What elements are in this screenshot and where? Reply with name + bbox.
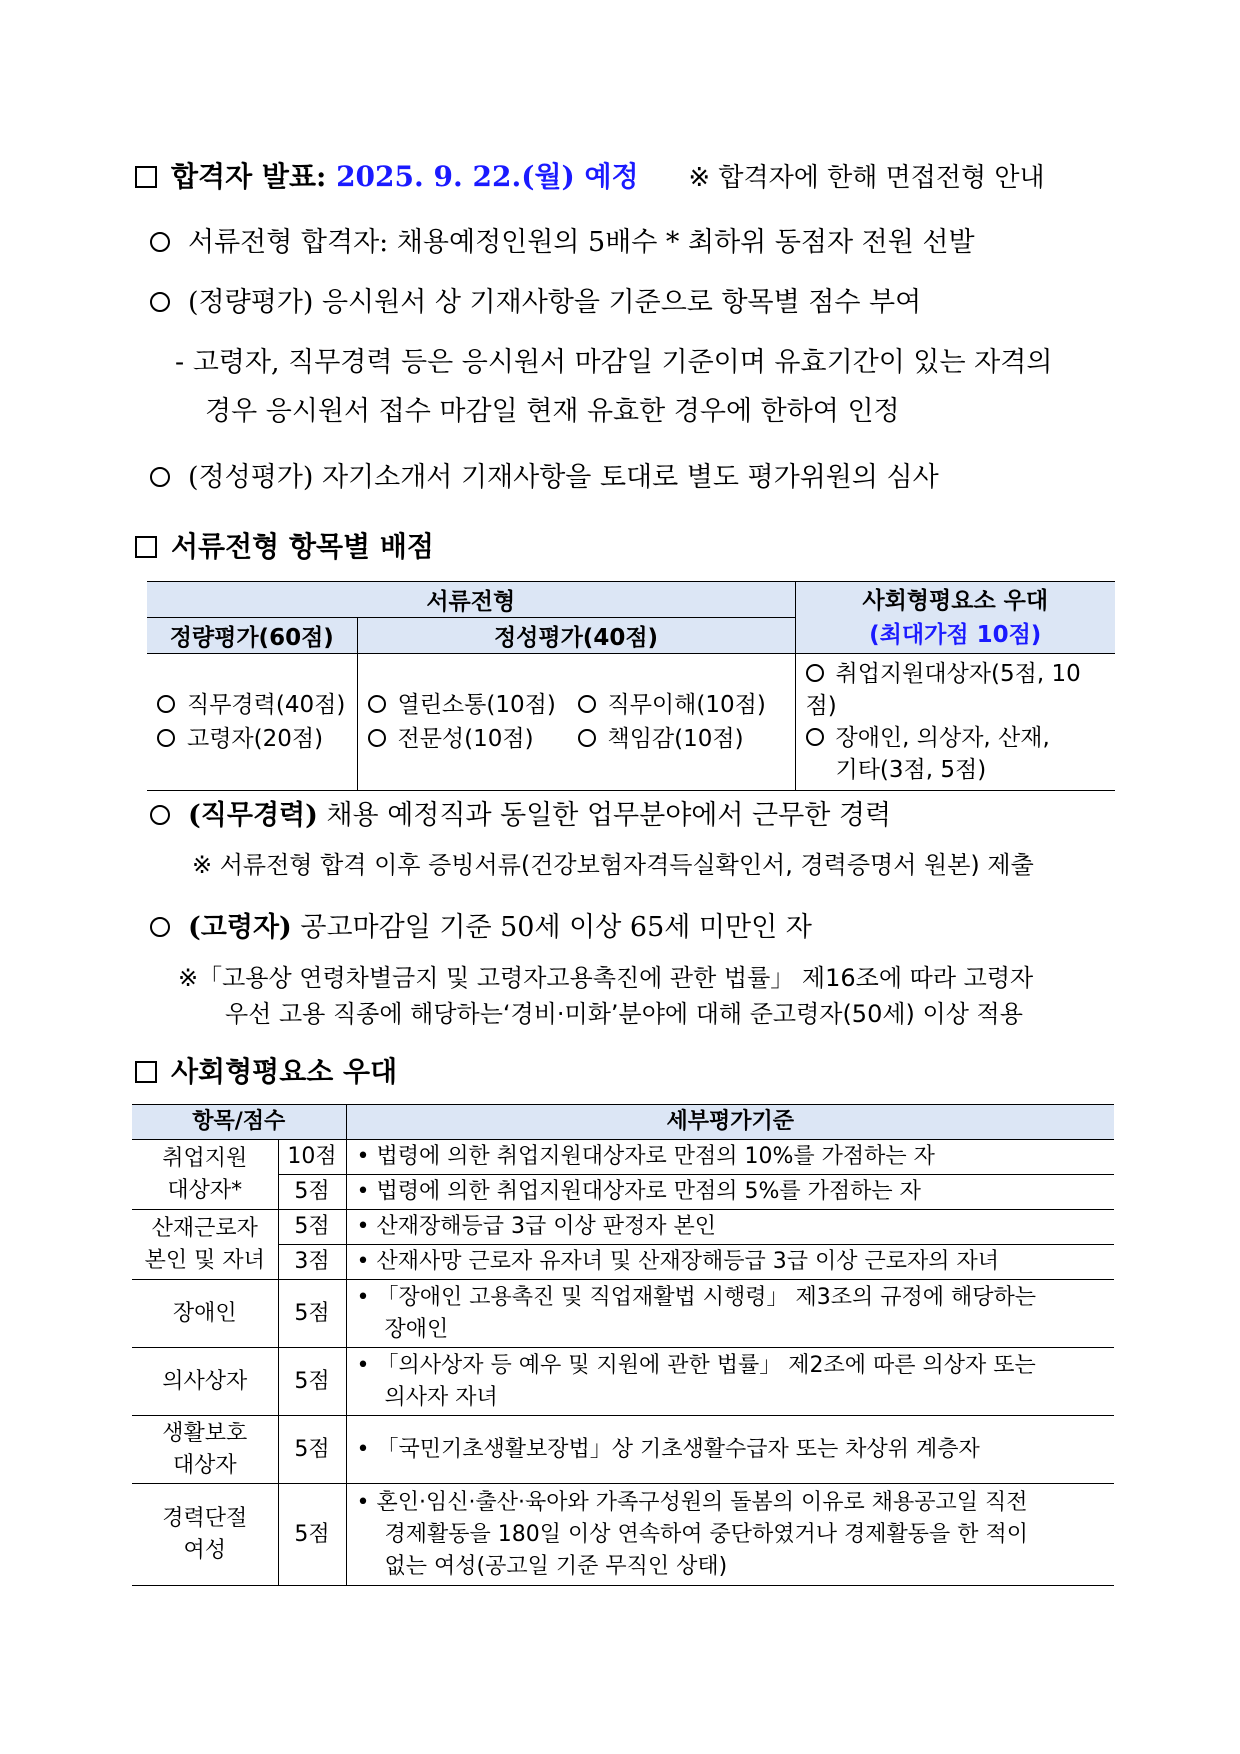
elderly-note-line2: 우선 고용 직종에 해당하는‘경비·미화’분야에 대해 준고령자(50세) 이상 적용 bbox=[225, 1000, 1023, 1028]
quantitative-note-line1: - 고령자, 직무경력 등은 응시원서 마감일 기준이며 유효기간이 있는 자격의 bbox=[175, 347, 1053, 378]
section-document-scoring-heading: 서류전형 항목별 배점 bbox=[135, 525, 434, 565]
header-quantitative: 정량평가(60점) bbox=[147, 618, 357, 654]
checkbox-square-icon bbox=[135, 166, 157, 188]
table-row bbox=[132, 1348, 1114, 1416]
checkbox-square-icon bbox=[135, 1061, 157, 1083]
table-row bbox=[132, 1175, 1114, 1210]
circle-bullet-icon bbox=[150, 232, 170, 252]
career-label: (직무경력) bbox=[188, 800, 318, 831]
bullet-document-passers: 서류전형 합격자: 채용예정인원의 5배수 * 최하위 동점자 전원 선발 bbox=[150, 220, 975, 259]
circle-icon bbox=[806, 728, 824, 746]
criteria-cell: • 「국민기초생활보장법」상 기초생활수급자 또는 차상위 계층자 bbox=[346, 1416, 1114, 1484]
circle-icon bbox=[368, 695, 386, 713]
table-row bbox=[132, 1484, 1114, 1586]
announcement-date: 2025. 9. 22.(월) 예정 bbox=[336, 160, 639, 193]
quantitative-note-line2: 경우 응시원서 접수 마감일 현재 유효한 경우에 한하여 인정 bbox=[205, 396, 900, 427]
criteria-cell: • 법령에 의한 취업지원대상자로 만점의 5%를 가점하는 자 bbox=[346, 1175, 1114, 1210]
quantitative-items: 직무경력(40점) 고령자(20점) bbox=[147, 654, 357, 791]
category-righteous-person: 의사상자 bbox=[132, 1348, 278, 1416]
points-cell: 5점 bbox=[278, 1280, 346, 1348]
circle-icon bbox=[578, 729, 596, 747]
career-text: 채용 예정직과 동일한 업무분야에서 근무한 경력 bbox=[317, 800, 892, 831]
circle-icon bbox=[157, 729, 175, 747]
points-cell: 3점 bbox=[278, 1245, 346, 1280]
category-disabled: 장애인 bbox=[132, 1280, 278, 1348]
career-note: ※ 서류전형 합격 이후 증빙서류(건강보험자격득실확인서, 경력증명서 원본) 제출 bbox=[192, 851, 1034, 879]
social-equity-items: 취업지원대상자(5점, 10점) 장애인, 의상자, 산재, 기타(3점, 5점) bbox=[795, 654, 1115, 791]
category-career-break-women: 경력단절 여성 bbox=[132, 1484, 278, 1586]
table-row bbox=[132, 1416, 1114, 1484]
points-cell: 5점 bbox=[278, 1484, 346, 1586]
table-row bbox=[132, 1245, 1114, 1280]
points-cell: 5점 bbox=[278, 1210, 346, 1245]
criteria-cell: • 법령에 의한 취업지원대상자로 만점의 10%를 가점하는 자 bbox=[346, 1140, 1114, 1175]
points-cell: 5점 bbox=[278, 1348, 346, 1416]
bullet-qualitative: (정성평가) 자기소개서 기재사항을 토대로 별도 평가위원의 심사 bbox=[150, 455, 939, 494]
header-social-equity: 사회형평요소 우대 (최대가점 10점) bbox=[795, 582, 1115, 654]
announcement-heading bbox=[135, 155, 1045, 195]
table-row bbox=[132, 1210, 1114, 1245]
criteria-cell: • 산재사망 근로자 유자녀 및 산재장해등급 3급 이상 근로자의 자녀 bbox=[346, 1245, 1114, 1280]
circle-bullet-icon bbox=[150, 805, 170, 825]
announcement-label: 합격자 발표: bbox=[171, 160, 337, 193]
criteria-cell: • 혼인·임신·출산·육아와 가족구성원의 돌봄의 이유로 채용공고일 직전 경제활동을 180일 이상 연속하여 중단하였거나 경제활동을 한 적이 없는 여성(공고일 기준 무직인 상태) bbox=[346, 1484, 1114, 1586]
bullet-quantitative: (정량평가) 응시원서 상 기재사항을 기준으로 항목별 점수 부여 bbox=[150, 280, 921, 319]
section-social-equity-heading: 사회형평요소 우대 bbox=[135, 1050, 397, 1090]
bullet-elderly bbox=[150, 905, 812, 944]
points-cell: 10점 bbox=[278, 1140, 346, 1175]
header-item-points: 항목/점수 bbox=[132, 1105, 346, 1140]
circle-icon bbox=[578, 695, 596, 713]
header-criteria: 세부평가기준 bbox=[346, 1105, 1114, 1140]
header-social-max-points: (최대가점 10점) bbox=[869, 621, 1042, 648]
checkbox-square-icon bbox=[135, 536, 157, 558]
circle-bullet-icon bbox=[150, 917, 170, 937]
elderly-note-line1: ※「고용상 연령차별금지 및 고령자고용촉진에 관한 법률」 제16조에 따라 고령자 bbox=[178, 964, 1034, 992]
elderly-text: 공고마감일 기준 50세 이상 65세 미만인 자 bbox=[291, 912, 812, 943]
header-qualitative: 정성평가(40점) bbox=[357, 618, 795, 654]
table-row bbox=[132, 1280, 1114, 1348]
circle-icon bbox=[157, 695, 175, 713]
announcement-note: ※ 합격자에 한해 면접전형 안내 bbox=[688, 163, 1045, 193]
bullet-career bbox=[150, 793, 891, 832]
criteria-cell: • 「의사상자 등 예우 및 지원에 관한 법률」 제2조에 따른 의상자 또는 의사자 자녀 bbox=[346, 1348, 1114, 1416]
criteria-cell: • 「장애인 고용촉진 및 직업재활법 시행령」 제3조의 규정에 해당하는 장애인 bbox=[346, 1280, 1114, 1348]
qualitative-items: 열린소통(10점) 직무이해(10점) 전문성(10점) 책임감(10점) bbox=[357, 654, 795, 791]
circle-icon bbox=[806, 664, 824, 682]
category-industrial-accident: 산재근로자 본인 및 자녀 bbox=[132, 1210, 278, 1280]
elderly-label: (고령자) bbox=[188, 912, 292, 943]
social-equity-table bbox=[132, 1104, 1114, 1586]
category-livelihood-support: 생활보호 대상자 bbox=[132, 1416, 278, 1484]
circle-bullet-icon bbox=[150, 467, 170, 487]
points-cell: 5점 bbox=[278, 1416, 346, 1484]
criteria-cell: • 산재장해등급 3급 이상 판정자 본인 bbox=[346, 1210, 1114, 1245]
table-row bbox=[132, 1140, 1114, 1175]
circle-bullet-icon bbox=[150, 292, 170, 312]
header-document-screening: 서류전형 bbox=[147, 582, 795, 618]
category-employment-support: 취업지원 대상자* bbox=[132, 1140, 278, 1210]
circle-icon bbox=[368, 729, 386, 747]
points-cell: 5점 bbox=[278, 1175, 346, 1210]
document-scoring-table bbox=[147, 581, 1115, 791]
